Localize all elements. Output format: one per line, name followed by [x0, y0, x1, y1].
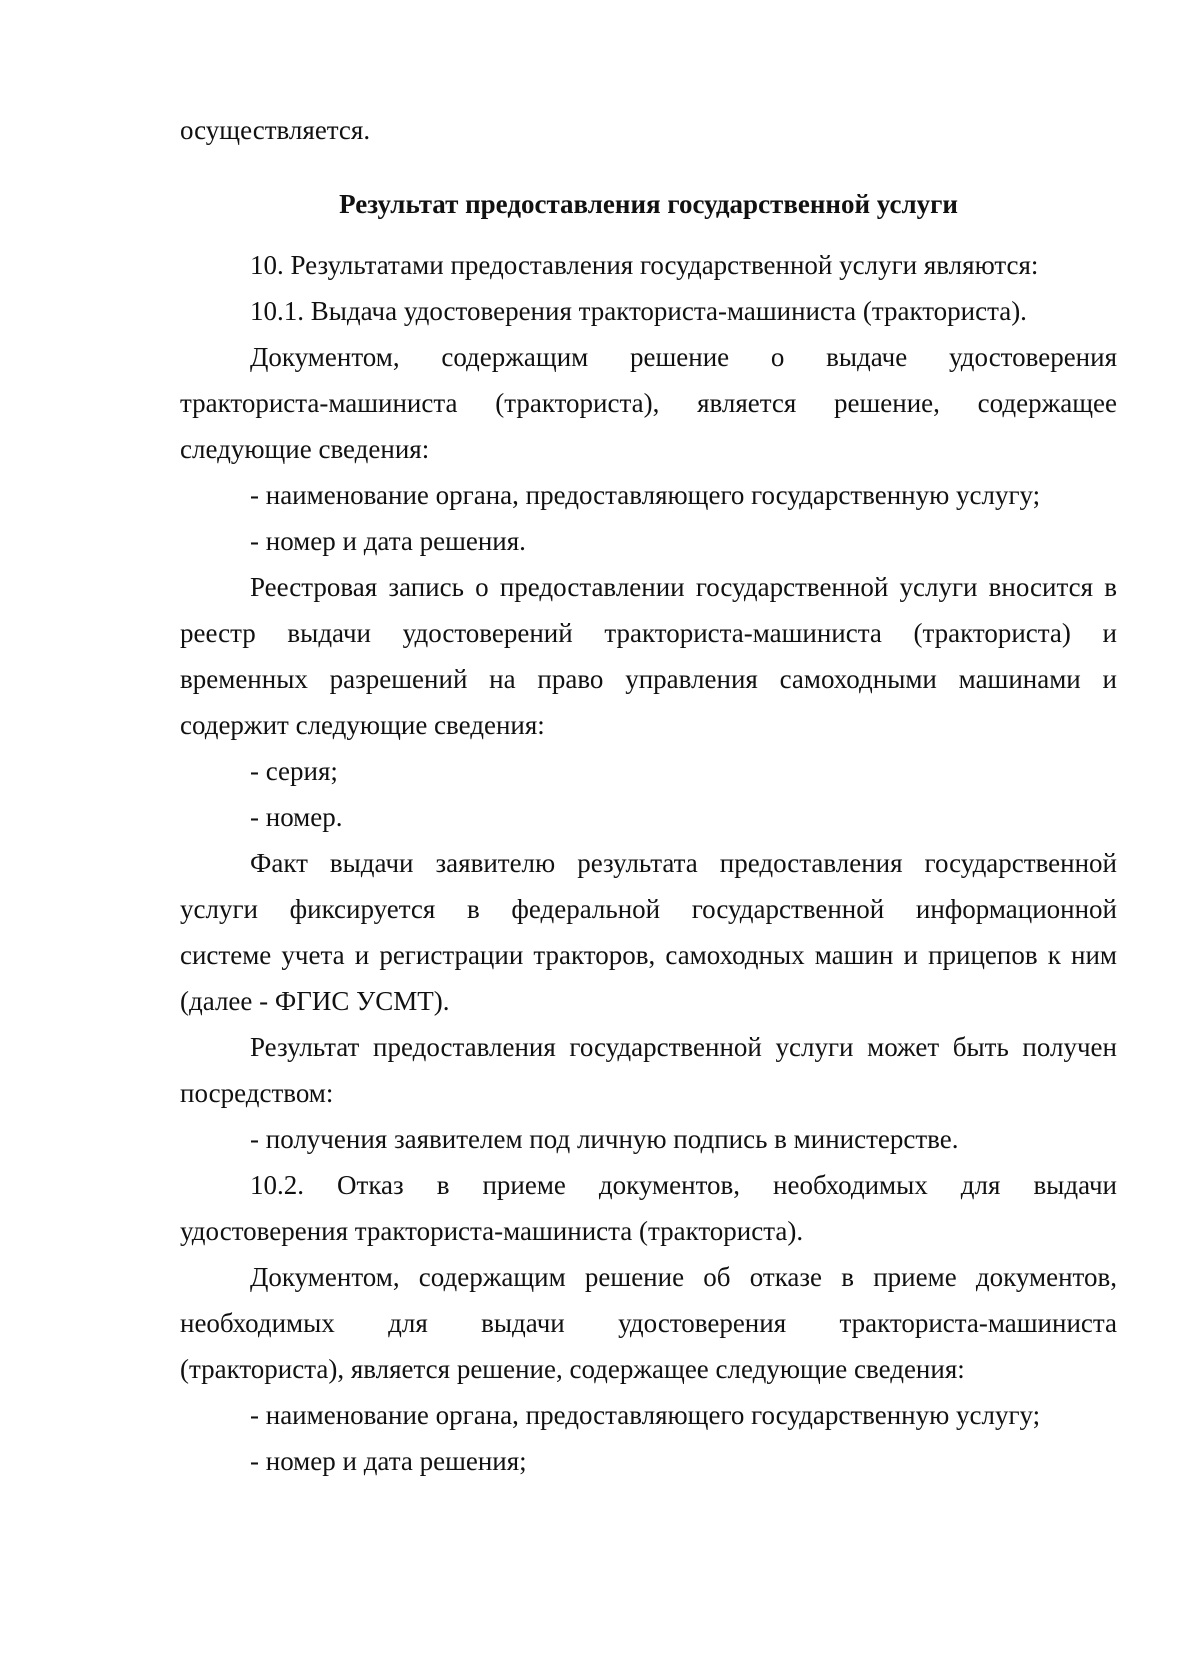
text-line: услуги фиксируется в федеральной государственной информационной: [180, 894, 1117, 924]
list-item: - наименование органа, предоставляющего государственную услугу;: [250, 480, 1041, 510]
text-line: Реестровая запись о предоставлении государственной услуги вносится в: [250, 572, 1117, 602]
text-line: посредством:: [180, 1078, 334, 1108]
list-item: - номер.: [250, 802, 343, 832]
text-line: временных разрешений на право управления самоходными машинами и: [180, 664, 1117, 694]
text-line: Документом, содержащим решение о выдаче удостоверения: [250, 342, 1117, 372]
text-line: системе учета и регистрации тракторов, самоходных машин и прицепов к ним: [180, 940, 1117, 970]
text-line: 10.1. Выдача удостоверения тракториста-машиниста (тракториста).: [250, 296, 1027, 326]
list-item: - наименование органа, предоставляющего государственную услугу;: [250, 1400, 1041, 1430]
text-line: тракториста-машиниста (тракториста), является решение, содержащее: [180, 388, 1117, 418]
text-line: осуществляется.: [180, 115, 371, 145]
text-line: (тракториста), является решение, содержащее следующие сведения:: [180, 1354, 965, 1384]
text-line: (далее - ФГИС УСМТ).: [180, 986, 450, 1016]
list-item: - номер и дата решения;: [250, 1446, 527, 1476]
text-line: 10.2. Отказ в приеме документов, необходимых для выдачи: [250, 1170, 1117, 1200]
section-heading: Результат предоставления государственной услуги: [339, 189, 958, 219]
text-line: необходимых для выдачи удостоверения тракториста-машиниста: [180, 1308, 1117, 1338]
list-item: - получения заявителем под личную подпись в министерстве.: [250, 1124, 959, 1154]
text-line: содержит следующие сведения:: [180, 710, 545, 740]
text-line: Результат предоставления государственной услуги может быть получен: [250, 1032, 1117, 1062]
text-line: реестр выдачи удостоверений тракториста-машиниста (тракториста) и: [180, 618, 1117, 648]
list-item: - номер и дата решения.: [250, 526, 526, 556]
text-line: следующие сведения:: [180, 434, 430, 464]
list-item: - серия;: [250, 756, 338, 786]
text-line: Документом, содержащим решение об отказе в приеме документов,: [250, 1262, 1117, 1292]
text-line: удостоверения тракториста-машиниста (тракториста).: [180, 1216, 804, 1246]
text-line: 10. Результатами предоставления государственной услуги являются:: [250, 250, 1039, 280]
text-line: Факт выдачи заявителю результата предоставления государственной: [250, 848, 1117, 878]
